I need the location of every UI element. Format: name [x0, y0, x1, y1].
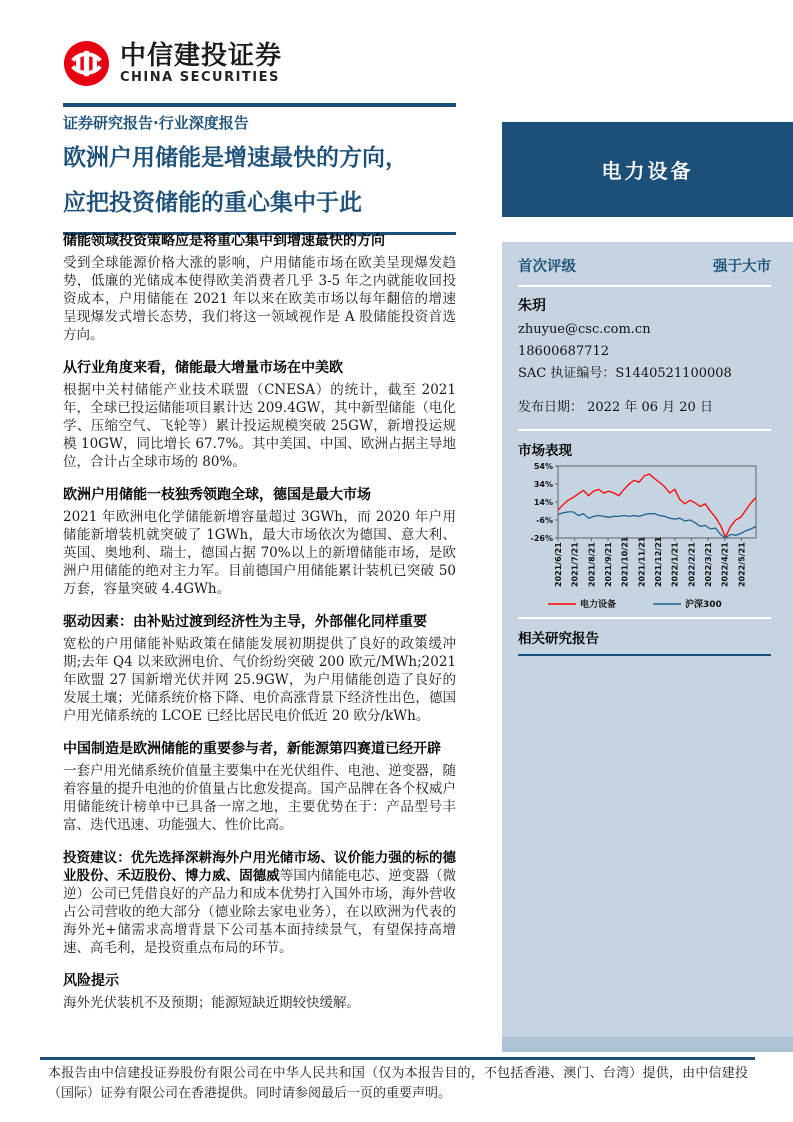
analyst-name: 朱玥: [518, 298, 546, 314]
rating-value: 强于大市: [713, 259, 771, 275]
publish-date: 发布日期： 2022 年 06 月 20 日: [518, 400, 713, 415]
report-info-panel: [502, 242, 793, 1052]
svg-text:34%: 34%: [533, 479, 553, 489]
related-reports-divider: [518, 654, 771, 656]
svg-text:2021/8/21: 2021/8/21: [587, 542, 597, 587]
investment-advice-body: 等国内储能电芯、逆变器（微逆）公司已凭借良好的产品力和成本优势打入国外市场，海外营收占公司营收的绝大部分（德业除去家电业务），在以欧洲为代表的海外光+储需求高增背景下公司基本面持续景气，有望保持高增速、高毛利，是投资重点布局的环节。: [63, 868, 457, 956]
svg-text:2021/10/21: 2021/10/21: [620, 536, 630, 587]
svg-text:-6%: -6%: [536, 515, 553, 525]
svg-text:54%: 54%: [533, 463, 553, 471]
svg-text:2021/12/21: 2021/12/21: [654, 536, 664, 587]
panel-divider: [518, 429, 771, 431]
svg-text:2022/1/21: 2022/1/21: [670, 542, 680, 587]
brand-header: [63, 40, 456, 87]
industry-banner: [502, 122, 793, 217]
rating-label: 首次评级: [518, 259, 576, 275]
market-performance-label: 市场表现: [518, 443, 572, 459]
svg-text:-26%: -26%: [530, 533, 553, 543]
analyst-phone: 18600687712: [518, 344, 609, 359]
svg-text:2022/3/21: 2022/3/21: [704, 542, 714, 587]
section-heading: 驱动因素：由补贴过渡到经济性为主导，外部催化同样重要: [63, 614, 427, 630]
investment-advice-paragraph: [63, 849, 456, 957]
svg-text:2022/4/21: 2022/4/21: [720, 542, 730, 587]
section-paragraph: 根据中关村储能产业技术联盟（CNESA）的统计，截至 2021 年，全球已投运储能项目累计达 209.4GW，其中新型储能（电化学、压缩空气、飞轮等）累计投运规模突破 25GW，新增投运规模 10GW，同比增长 67.7%。其中美国、中国、欧洲占据主导地位，合计占全球市场的 80%。: [63, 382, 456, 470]
rating-row: [518, 255, 771, 276]
brand-name-en: CHINA SECURITIES: [120, 70, 280, 85]
section-paragraph: 宽松的户用储能补贴政策在储能发展初期提供了良好的政策缓冲期;去年 Q4 以来欧洲电价、气价纷纷突破 200 欧元/MWh;2021 年欧盟 27 国新增光伏并网 25.9GW，为户用储能创造了良好的发展土壤；光储系统价格下降、电价高涨背景下经济性出色，德国户用光储系统的 LCOE 已经比居民电价低近 20 欧分/kWh。: [63, 636, 456, 724]
section-heading: 中国制造是欧洲储能的重要参与者，新能源第四赛道已经开辟: [63, 741, 441, 757]
svg-text:2021/9/21: 2021/9/21: [604, 542, 614, 587]
svg-text:2022/5/21: 2022/5/21: [737, 542, 747, 587]
report-title-line2: 应把投资储能的重心集中于此: [63, 190, 362, 216]
section-paragraph: 一套户用光储系统价值量主要集中在光伏组件、电池、逆变器，随着容量的提升电池的价值量占比愈发提高。国产品牌在各个权威户用储能统计榜单中已具备一席之地，主要优势在于：产品型号丰富、迭代迅速、功能强大、性价比高。: [63, 763, 456, 833]
footer-disclaimer: 本报告由中信建投证券股份有限公司在中华人民共和国（仅为本报告目的，不包括香港、澳门、台湾）提供，由中信建投（国际）证券有限公司在香港提供。同时请参阅最后一页的重要声明。: [48, 1066, 748, 1101]
svg-text:2022/2/21: 2022/2/21: [687, 542, 697, 587]
svg-text:电力设备: 电力设备: [580, 600, 617, 610]
svg-text:沪深300: 沪深300: [685, 600, 722, 610]
panel-divider: [518, 617, 771, 619]
sidebar-bottom-band: [502, 1037, 793, 1052]
report-title-line1: 欧洲户用储能是增速最快的方向，: [63, 145, 408, 171]
analyst-sac-number: SAC 执证编号：S1440521100008: [518, 366, 732, 381]
section-heading: 储能领域投资策略应是将重心集中到增速最快的方向: [63, 233, 385, 249]
svg-text:2021/11/21: 2021/11/21: [637, 536, 647, 587]
report-title: [63, 136, 456, 235]
header-divider: [63, 103, 456, 107]
industry-name: 电力设备: [601, 159, 694, 183]
risk-paragraph: 海外光伏装机不及预期；能源短缺近期较快缓解。: [63, 995, 360, 1011]
investment-advice-lead: 投资建议：优先选择深耕海外户用光储市场、议价能力强的标的德业股份、禾迈股份、博力威、固德威: [63, 850, 456, 884]
market-chart-svg: [518, 463, 771, 613]
svg-text:14%: 14%: [533, 497, 553, 507]
analyst-email[interactable]: zhuyue@csc.com.cn: [518, 322, 651, 337]
panel-divider: [518, 285, 771, 287]
abstract-column: [63, 228, 456, 1012]
related-reports-label: 相关研究报告: [518, 631, 599, 647]
section-heading: 欧洲户用储能一枝独秀领跑全球，德国是最大市场: [63, 487, 371, 503]
section-paragraph: 2021 年欧洲电化学储能新增容量超过 3GWh，而 2020 年户用储能新增装机就突破了 1GWh，最大市场依次为德国、意大利、英国、奥地利、瑞士，德国占据 70%以上的新增储能市场，是欧洲户用储能的绝对主力军。目前德国户用储能累计装机已突破 50 万套，容量突破 4.4GWh。: [63, 509, 456, 597]
brand-name-cn: 中信建投证券: [120, 41, 283, 71]
report-type-kicker: 证券研究报告·行业深度报告: [63, 114, 249, 132]
footer-divider: [40, 1057, 755, 1060]
svg-text:2021/7/21: 2021/7/21: [570, 542, 580, 587]
svg-text:2021/6/21: 2021/6/21: [554, 542, 563, 587]
risk-heading: 风险提示: [63, 973, 119, 989]
brand-name: [120, 42, 282, 85]
citic-logo-icon: [63, 40, 110, 87]
section-paragraph: 受到全球能源价格大涨的影响，户用储能市场在欧美呈现爆发趋势，低廉的光储成本使得欧美消费者几乎 3-5 年之内就能收回投资成本，户用储能在 2021 年以来在欧美市场以每年翻倍的增速呈现爆发式增长态势，我们将这一领域视作是 A 股储能投资首选方向。: [63, 255, 456, 343]
market-performance-chart: [518, 463, 771, 615]
section-heading: 从行业角度来看，储能最大增量市场在中美欧: [63, 360, 343, 376]
